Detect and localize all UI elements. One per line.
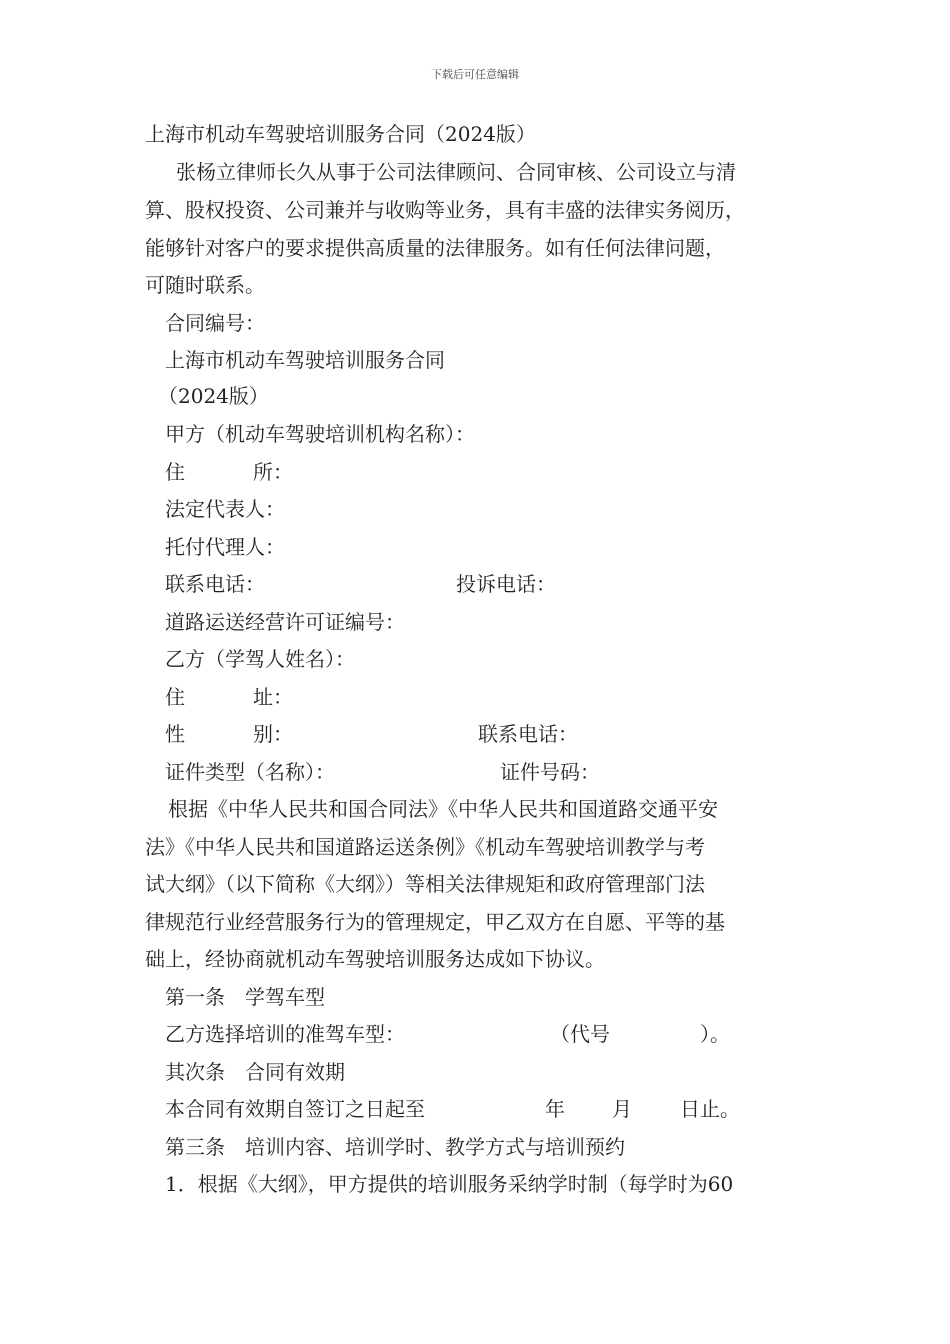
basis-line-3: 试大纲》（以下简称《大纲》）等相关法律规矩和政府管理部门法 <box>145 872 705 896</box>
party-b-address-field <box>165 685 293 709</box>
party-a-license-label: 道路运送经营许可证编号： <box>165 610 405 634</box>
article-3-title: 第三条 培训内容、培训学时、教学方式与培训预约 <box>165 1135 625 1159</box>
article-1-code-close: ）。 <box>700 1022 730 1046</box>
party-b-label: 乙方（学驾人姓名）： <box>165 647 355 671</box>
article-2-text: 本合同有效期自签订之日起至 <box>165 1097 425 1121</box>
party-b-address-label-a: 住 <box>165 685 185 709</box>
article-2-day: 日止。 <box>680 1097 740 1121</box>
basis-line-2: 法》《中华人民共和国道路运送条例》《机动车驾驶培训教学与考 <box>145 835 705 859</box>
article-3-item-1: 1．根据《大纲》，甲方提供的培训服务采纳学时制（每学时为60 <box>165 1172 734 1196</box>
article-2-title: 其次条 合同有效期 <box>165 1060 345 1084</box>
party-b-id-type-label: 证件类型（名称）： <box>165 760 335 784</box>
intro-line-4: 可随时联系。 <box>145 273 265 297</box>
contract-number-label: 合同编号： <box>165 311 265 335</box>
party-a-address-label-b: 所： <box>253 460 293 484</box>
basis-line-1: 根据《中华人民共和国合同法》《中华人民共和国道路交通平安 <box>168 797 718 821</box>
article-2-month: 月 <box>612 1097 632 1121</box>
party-a-address-field <box>165 460 293 484</box>
contract-title: 上海市机动车驾驶培训服务合同 <box>165 348 445 372</box>
party-a-label: 甲方（机动车驾驶培训机构名称）： <box>165 422 475 446</box>
party-a-phone-label: 联系电话： <box>165 572 265 596</box>
party-b-address-label-b: 址： <box>253 685 293 709</box>
intro-line-2: 算、股权投资、公司兼并与收购等业务，具有丰盛的法律实务阅历， <box>145 198 745 222</box>
intro-line-1: 张杨立律师长久从事于公司法律顾问、合同审核、公司设立与清 <box>176 160 736 184</box>
basis-line-5: 础上，经协商就机动车驾驶培训服务达成如下协议。 <box>145 947 605 971</box>
party-b-gender-label-b: 别： <box>253 722 293 746</box>
page-header: 下载后可任意编辑 <box>431 68 519 81</box>
article-2-year: 年 <box>545 1097 565 1121</box>
article-1-text: 乙方选择培训的准驾车型： <box>165 1022 405 1046</box>
basis-line-4: 律规范行业经营服务行为的管理规定，甲乙双方在自愿、平等的基 <box>145 910 725 934</box>
party-a-address-label-a: 住 <box>165 460 185 484</box>
party-b-gender-field <box>165 722 293 746</box>
party-b-id-number-label: 证件号码： <box>500 760 600 784</box>
article-1-code-open: （代号 <box>550 1022 610 1046</box>
intro-line-3: 能够针对客户的要求提供高质量的法律服务。如有任何法律问题， <box>145 236 725 260</box>
party-a-agent-label: 托付代理人： <box>165 535 285 559</box>
document-title: 上海市机动车驾驶培训服务合同（2024版） <box>145 122 536 146</box>
party-b-gender-label-a: 性 <box>165 722 185 746</box>
party-b-phone-label: 联系电话： <box>478 722 578 746</box>
party-a-rep-label: 法定代表人： <box>165 497 285 521</box>
article-1-title: 第一条 学驾车型 <box>165 985 325 1009</box>
party-a-complaint-label: 投诉电话： <box>456 572 556 596</box>
contract-version: （2024版） <box>158 384 269 408</box>
